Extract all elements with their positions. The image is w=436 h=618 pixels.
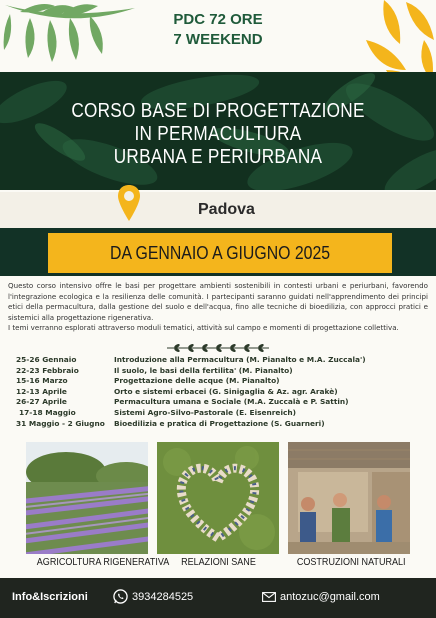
schedule-topic: Il suolo, le basi della fertilita' (M. Pianalto)	[114, 365, 293, 375]
lavender-field-photo	[26, 442, 148, 554]
schedule-topic: Orto e sistemi erbacei (G. Sinigaglia & Az. agr. Arakè)	[114, 386, 338, 396]
schedule-date: 15-16 Marzo	[16, 376, 68, 386]
schedule-topic: Introduzione alla Permacultura (M. Pianalto e M.A. Zuccala')	[114, 355, 366, 364]
schedule-date: 17-18 Maggio	[19, 407, 76, 417]
photo-caption: RELAZIONI SANE	[180, 556, 256, 568]
schedule-topic: Bioedilizia e pratica di Progettazione (S. Guarneri)	[114, 418, 325, 428]
heart-circle-photo	[157, 442, 279, 554]
description-paragraph-2: I temi verranno esplorati attraverso moduli tematici, attività sul campo e momenti di progettazione collettiva.	[8, 323, 399, 333]
schedule-row	[16, 387, 426, 398]
info-label: Info&Iscrizioni	[12, 591, 88, 603]
schedule-row	[16, 408, 426, 419]
photo-caption: AGRICOLTURA RIGENERATIVA	[36, 556, 170, 568]
hero-banner	[0, 72, 436, 190]
schedule-date: 25-26 Gennaio	[16, 355, 77, 364]
date-range: DA GENNAIO A GIUGNO 2025	[109, 243, 331, 263]
footer	[0, 578, 436, 618]
schedule-topic: Progettazione delle acque (M. Pianalto)	[114, 376, 280, 386]
email-address[interactable]: antozuc@gmail.com	[280, 591, 380, 603]
envelope-icon	[262, 592, 276, 602]
course-description	[8, 281, 428, 334]
location-pin-icon	[117, 184, 141, 222]
schedule-date: 22-23 Febbraio	[16, 365, 79, 375]
date-range-banner	[48, 233, 392, 273]
schedule-row	[16, 376, 426, 387]
course-title-line-1: CORSO BASE DI PROGETTAZIONE	[71, 100, 365, 122]
schedule-date: 26-27 Aprile	[16, 397, 67, 407]
schedule-row	[16, 397, 426, 408]
natural-building-photo	[288, 442, 410, 554]
course-title-line-2: IN PERMACULTURA	[134, 123, 302, 145]
schedule-topic: Permacultura umana e Sociale (M.A. Zuccalà e P. Sattin)	[114, 397, 349, 407]
description-paragraph-1: Questo corso intensivo offre le basi per progettare ambienti sostenibili in contesti urbani e periurbani, favorendo l'integrazione ecologica e la resilienza delle comunità. I partecipanti saranno guidati nell'apprendimento dei principi etici della permacultura, dalla gestione del suolo e dell'acqua, fino alle tecniche di bioedilizia, con approcci pratici e sistemici alla progettazione rigenerativa.	[8, 281, 428, 322]
schedule-row	[16, 355, 426, 366]
photo-caption: COSTRUZIONI NATURALI	[296, 556, 406, 568]
green-leaves-decoration	[0, 0, 140, 80]
leaf-divider-icon	[165, 343, 271, 353]
course-hours-heading	[130, 10, 306, 50]
course-title	[65, 100, 371, 169]
schedule-topic: Sistemi Agro-Silvo-Pastorale (E. Eisenreich)	[114, 407, 296, 417]
course-hours: PDC 72 ORE	[173, 11, 263, 28]
schedule-row	[16, 419, 426, 430]
whatsapp-icon	[113, 589, 128, 604]
course-title-line-3: URBANA E PERIURBANA	[113, 146, 323, 168]
schedule-list	[16, 355, 426, 429]
phone-number[interactable]: 3934284525	[132, 591, 194, 603]
city-name: Padova	[198, 201, 255, 218]
schedule-row	[16, 366, 426, 377]
schedule-date: 12-13 Aprile	[16, 386, 67, 396]
schedule-date: 31 Maggio - 2 Giugno	[16, 418, 105, 428]
course-weekends: 7 WEEKEND	[173, 31, 263, 48]
